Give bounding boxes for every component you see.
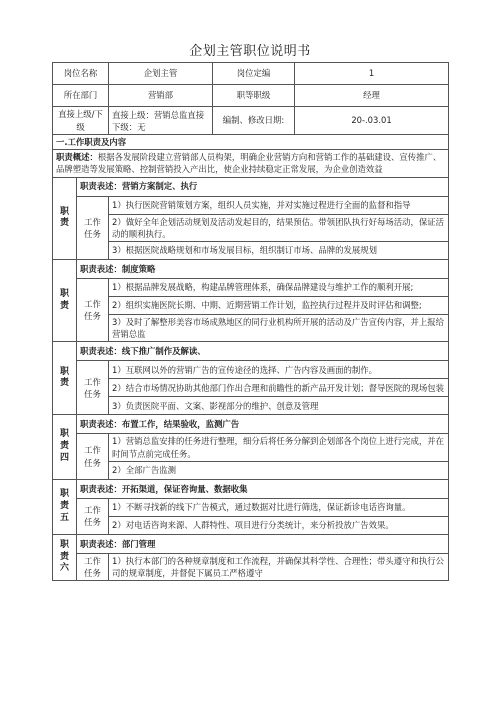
task-item: 2）组织实施医院长期、中期、近期营销工作计划，监控执行过程并及时评估和调整;	[109, 296, 449, 314]
task-row	[53, 296, 449, 314]
task-item: 1）互联网以外的营销广告的宣传途径的选择、广告内容及画面的制作。	[109, 361, 449, 379]
duty-statement: 职责表述：线下推广制作及解读、	[77, 342, 449, 361]
task-item: 3）及时了解整形美容市场成熟地区的同行业机构所开展的活动及广告宣传内容，并上报给营销总监	[109, 314, 449, 341]
task-item: 1）执行本部门的各种规章制度和工作流程，并确保其科学性、合理性；带头遵守和执行公司的规章制度，并督促下属员工严格遵守	[109, 553, 449, 580]
job-description-table	[52, 62, 449, 581]
task-item: 1）根据品牌发展战略，构建品牌管理体系，确保品牌建设与维护工作的顺利开展;	[109, 278, 449, 296]
department-value: 营销部	[109, 85, 213, 107]
duty-label: 职责	[53, 342, 77, 415]
header-row-superior	[53, 107, 449, 135]
task-item: 2）全部广告监测	[109, 461, 449, 479]
position-name-label: 岗位名称	[53, 63, 109, 85]
duty-label: 职责五	[53, 479, 77, 534]
overview-row	[53, 150, 449, 177]
task-row	[53, 397, 449, 415]
position-id-value: 1	[295, 63, 449, 85]
task-item: 2）对电话咨询来源、人群特性、项目进行分类统计，来分析投放广告效果。	[109, 516, 449, 534]
task-item: 1）执行医院营销策划方案，组织人员实施，并对实施过程进行全面的监督和指导	[109, 196, 449, 214]
superior-value: 直接上级：营销总监直接下级：无	[109, 107, 213, 135]
duty-label: 职责	[53, 177, 77, 259]
date-label: 编制、修改日期:	[213, 107, 295, 135]
task-label: 工作任务	[77, 434, 109, 479]
task-row	[53, 498, 449, 516]
grade-label: 职等职级	[213, 85, 295, 107]
superior-label: 直接上级/下级	[53, 107, 109, 135]
header-row-department	[53, 85, 449, 107]
task-item: 3）根据医院战略规划和市场发展目标，组织制订市场、品牌的发展规划	[109, 241, 449, 259]
position-name-value: 企划主管	[109, 63, 213, 85]
duty-statement-row	[53, 534, 449, 553]
duty-statement: 职责表述：营销方案制定、执行	[77, 177, 449, 196]
task-row	[53, 196, 449, 214]
duty-statement-row	[53, 177, 449, 196]
duty-statement-row	[53, 479, 449, 498]
task-row	[53, 379, 449, 397]
section-heading: 一.工作职责及内容	[53, 135, 449, 150]
section-heading-row	[53, 135, 449, 150]
task-row	[53, 434, 449, 461]
task-row	[53, 553, 449, 580]
duty-statement-row	[53, 259, 449, 278]
duty-label: 职责六	[53, 534, 77, 580]
task-row	[53, 516, 449, 534]
task-item: 2）做好全年企划活动规划及活动发起目的，结果预估。带领团队执行好每场活动，保证活动的顺利执行。	[109, 214, 449, 241]
duty-statement: 职责表述：制度策略	[77, 259, 449, 278]
position-id-label: 岗位定编	[213, 63, 295, 85]
task-item: 1）不断寻找新的线下广告模式，通过数据对比进行筛选，保证新诊电话咨询量。	[109, 498, 449, 516]
duty-statement: 职责表述：部门管理	[77, 534, 449, 553]
document-title: 企划主管职位说明书	[189, 44, 311, 59]
task-row	[53, 214, 449, 241]
duty-label: 职责四	[53, 415, 77, 479]
duty-statement: 职责表述：开拓渠道，保证咨询量、数据收集	[77, 479, 449, 498]
task-row	[53, 241, 449, 259]
task-row	[53, 278, 449, 296]
overview-cell	[53, 150, 449, 177]
task-row	[53, 461, 449, 479]
task-label: 工作任务	[77, 553, 109, 580]
task-label: 工作任务	[77, 498, 109, 534]
task-label: 工作任务	[77, 196, 109, 259]
header-row-position	[53, 63, 449, 85]
task-item: 3）负责医院平面、文案、影视部分的维护、创意及管理	[109, 397, 449, 415]
task-label: 工作任务	[77, 278, 109, 341]
duty-statement-row	[53, 415, 449, 434]
overview-label: 职责概述：	[56, 152, 98, 163]
overview-text: 根据各发展阶段建立营销部人员构架，明确企业营销方向和营销工作的基础建设、宣传推广、品牌塑造等发展策略、控制营销投入产出比，使企业持续稳定正常发展，为企业创造效益	[56, 152, 442, 175]
duty-statement: 职责表述：布置工作，结果验收，监测广告	[77, 415, 449, 434]
task-row	[53, 361, 449, 379]
duties-body	[53, 177, 449, 581]
duty-label: 职责	[53, 259, 77, 341]
task-item: 2）结合市场情况协助其他部门作出合理和前瞻性的新产品开发计划；督导医院的现场包装	[109, 379, 449, 397]
grade-value: 经理	[295, 85, 449, 107]
date-value: 20-.03.01	[295, 107, 449, 135]
task-row	[53, 314, 449, 341]
task-item: 1）营销总监安排的任务进行整理，细分后将任务分解到企划部各个岗位上进行完成，并在时间节点前完成任务。	[109, 434, 449, 461]
task-label: 工作任务	[77, 361, 109, 415]
department-label: 所在部门	[53, 85, 109, 107]
duty-statement-row	[53, 342, 449, 361]
